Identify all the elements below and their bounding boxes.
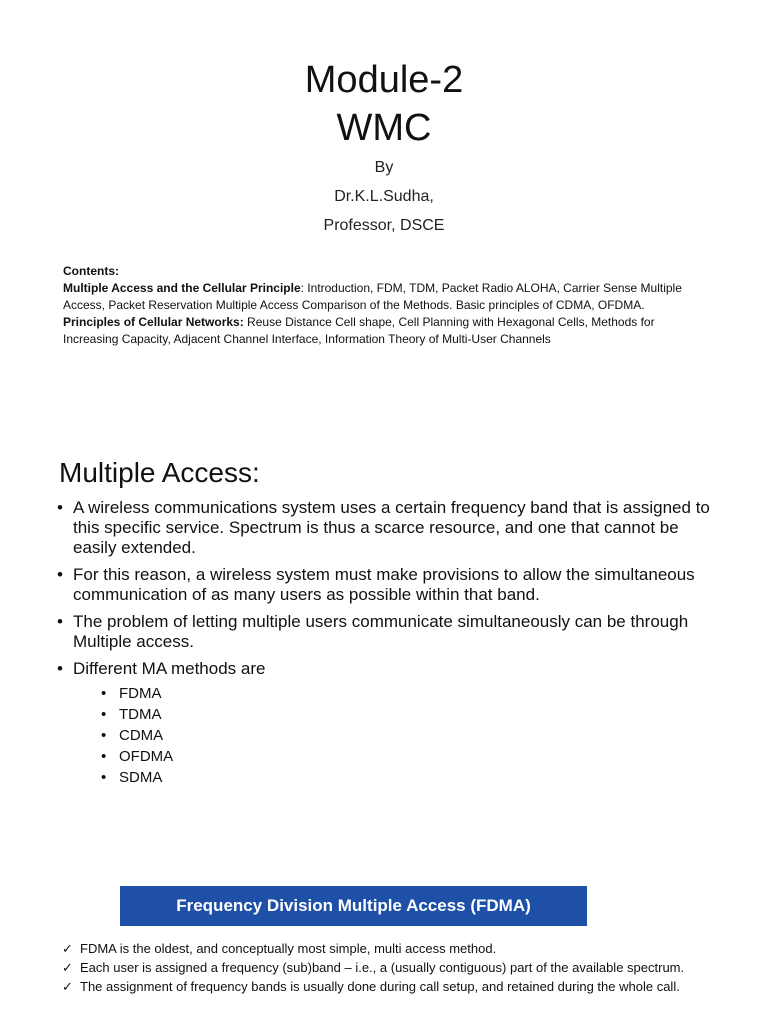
contents-heading: Contents: [63,264,119,278]
point-text: The assignment of frequency bands is usually done during call setup, and retained during the whole call. [80,979,680,994]
list-item [55,498,715,558]
bullet-icon: • [101,685,107,702]
by-label: By [374,159,394,176]
bullet-icon: • [101,706,107,723]
fdma-banner: Frequency Division Multiple Access (FDMA) [120,886,587,926]
methods-list [101,683,715,788]
bullet-icon: • [101,727,107,744]
list-item [55,565,715,605]
method-text: SDMA [119,769,163,786]
multiple-access-slide [0,440,768,840]
bullet-icon: • [57,565,63,584]
list-item [62,978,698,996]
section2-text: Reuse Distance Cell shape, Cell Planning with Hexagonal Cells, Methods for Increasing Capacity, Adjacent Channel Interface, Information Theory of Multi-User Channels [63,315,655,346]
method-text: CDMA [119,727,164,744]
method-text: OFDMA [119,748,174,765]
list-item [55,612,715,652]
fdma-points [62,940,698,997]
contents-block [63,263,703,348]
author-designation: Professor, DSCE [323,217,445,234]
title-module: Module-2 [304,59,464,101]
method-item [101,683,715,704]
checkmark-icon: ✓ [62,960,73,975]
checkmark-icon: ✓ [62,941,73,956]
section1-heading: Multiple Access and the Cellular Principle [63,281,301,295]
point-text: Each user is assigned a frequency (sub)band – i.e., a (usually contiguous) part of the available spectrum. [80,960,685,975]
method-item [101,767,715,788]
title-slide [0,0,768,380]
method-text: FDMA [119,685,162,702]
list-item [62,940,698,958]
section1-text: : Introduction, FDM, TDM, Packet Radio ALOHA, Carrier Sense Multiple Access, Packet Reservation Multiple Access Comparison of the Methods. Basic principles of CDMA, OFDMA. [63,281,682,312]
title-subject: WMC [336,107,432,149]
method-item [101,746,715,767]
method-text: TDMA [119,706,162,723]
bullet-text: A wireless communications system uses a certain frequency band that is assigned to this specific service. Spectrum is thus a scarce resource, and one that cannot be easily extended. [73,498,710,557]
point-text: FDMA is the oldest, and conceptually most simple, multi access method. [80,941,497,956]
fdma-slide [0,870,768,1024]
list-item [62,959,698,977]
contents-section-2 [63,314,703,348]
bullet-text: For this reason, a wireless system must make provisions to allow the simultaneous communication of as many users as possible within that band. [73,565,695,604]
author-name: Dr.K.L.Sudha, [334,188,434,205]
method-item [101,725,715,746]
bullet-icon: • [57,612,63,631]
slide-title: Multiple Access: [59,457,260,488]
list-item [55,659,715,788]
bullet-list [55,498,715,795]
bullet-icon: • [57,659,63,678]
checkmark-icon: ✓ [62,979,73,994]
bullet-text: The problem of letting multiple users communicate simultaneously can be through Multiple access. [73,612,689,651]
method-item [101,704,715,725]
section2-heading: Principles of Cellular Networks: [63,315,244,329]
bullet-text: Different MA methods are [73,659,266,678]
bullet-icon: • [101,769,107,786]
contents-section-1 [63,280,703,314]
bullet-icon: • [101,748,107,765]
bullet-icon: • [57,498,63,517]
